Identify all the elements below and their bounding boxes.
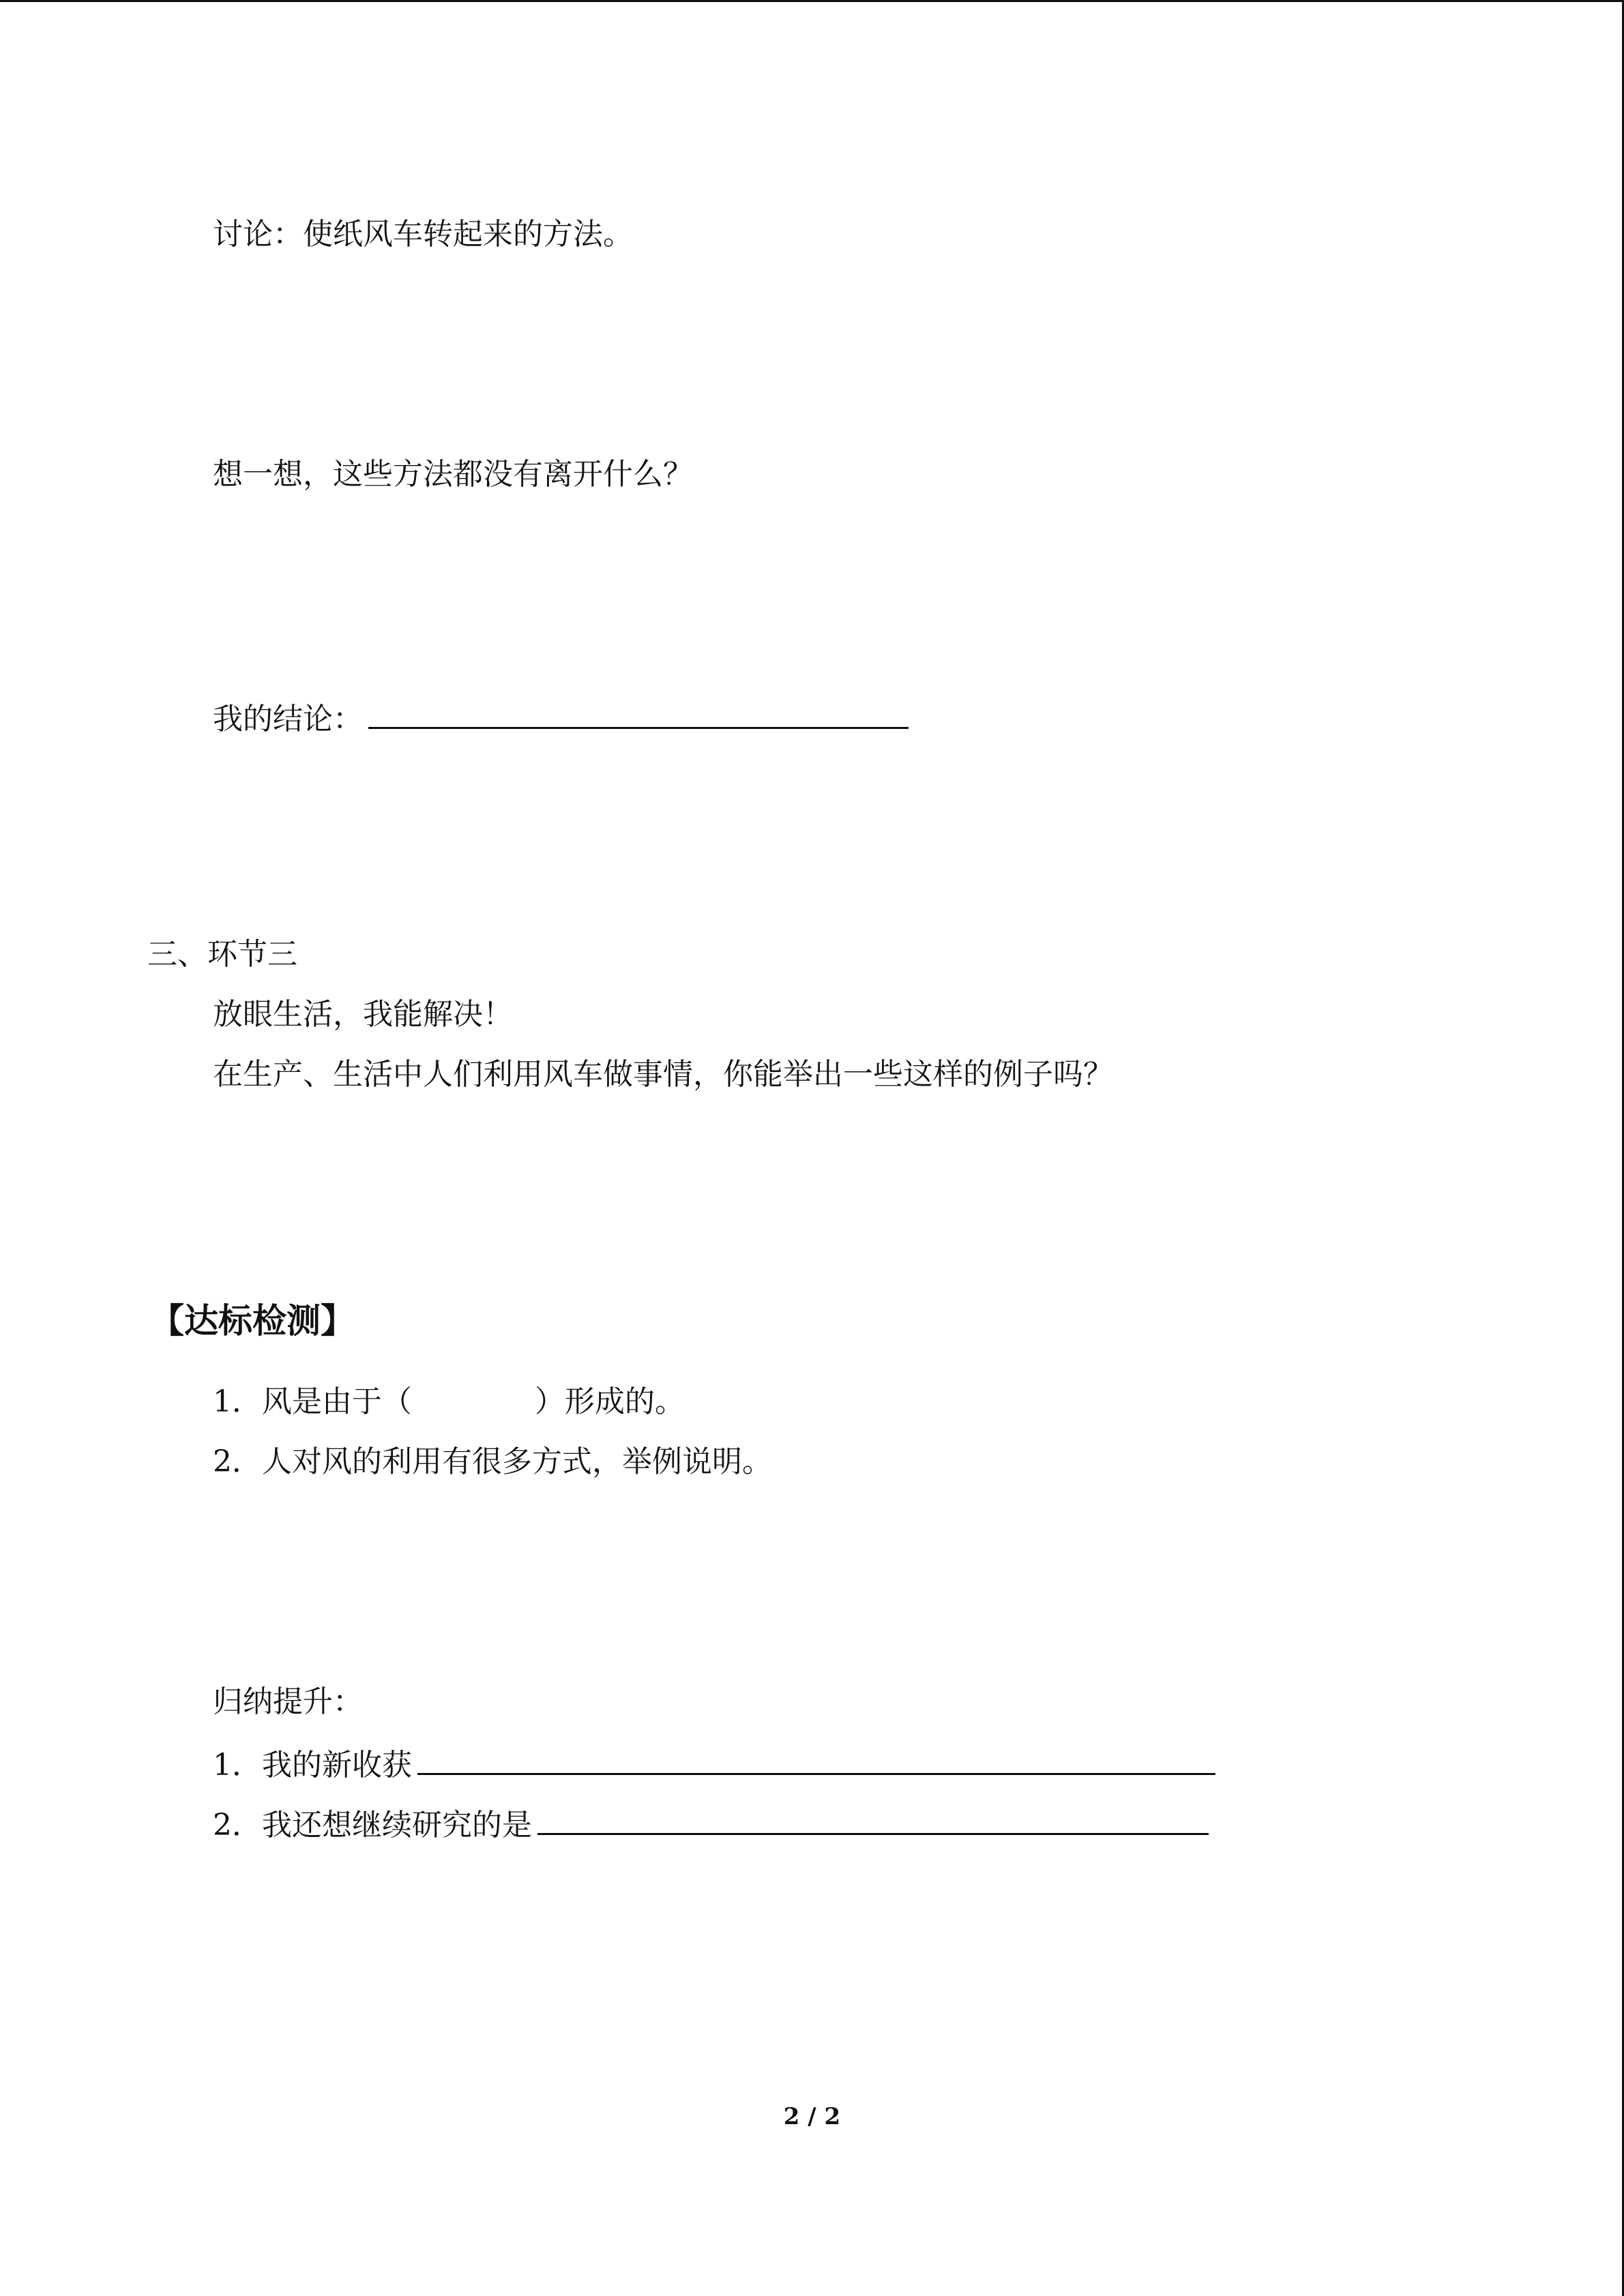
assessment-question-1 xyxy=(213,1383,685,1421)
summary-item-1-blank[interactable] xyxy=(417,1743,1215,1775)
conclusion-line xyxy=(213,697,909,739)
conclusion-label: 我的结论： xyxy=(213,702,363,736)
summary-item-1-label: 1．我的新收获 xyxy=(213,1748,412,1783)
section3-subtitle: 放眼生活，我能解决！ xyxy=(213,997,513,1032)
assessment-question-2: 2．人对风的利用有很多方式，举例说明。 xyxy=(213,1444,772,1479)
think-question: 想一想，这些方法都没有离开什么？ xyxy=(213,457,693,492)
section3-title: 三、环节三 xyxy=(147,937,297,972)
page-border-top xyxy=(0,0,1624,2)
summary-item-2-blank[interactable] xyxy=(537,1803,1209,1835)
page-number: 2 / 2 xyxy=(783,2103,841,2130)
q1-text-after: ）形成的。 xyxy=(535,1384,685,1419)
summary-item-1 xyxy=(213,1743,1215,1785)
summary-title: 归纳提升： xyxy=(213,1684,363,1719)
q1-text-before: 1．风是由于（ xyxy=(213,1384,412,1419)
summary-item-2 xyxy=(213,1803,1209,1845)
section3-question: 在生产、生活中人们利用风车做事情，你能举出一些这样的例子吗？ xyxy=(213,1057,1113,1092)
assessment-heading: 【达标检测】 xyxy=(150,1301,355,1341)
summary-item-2-label: 2．我还想继续研究的是 xyxy=(213,1808,532,1843)
conclusion-blank[interactable] xyxy=(368,697,909,729)
discussion-text: 讨论：使纸风车转起来的方法。 xyxy=(213,217,633,252)
